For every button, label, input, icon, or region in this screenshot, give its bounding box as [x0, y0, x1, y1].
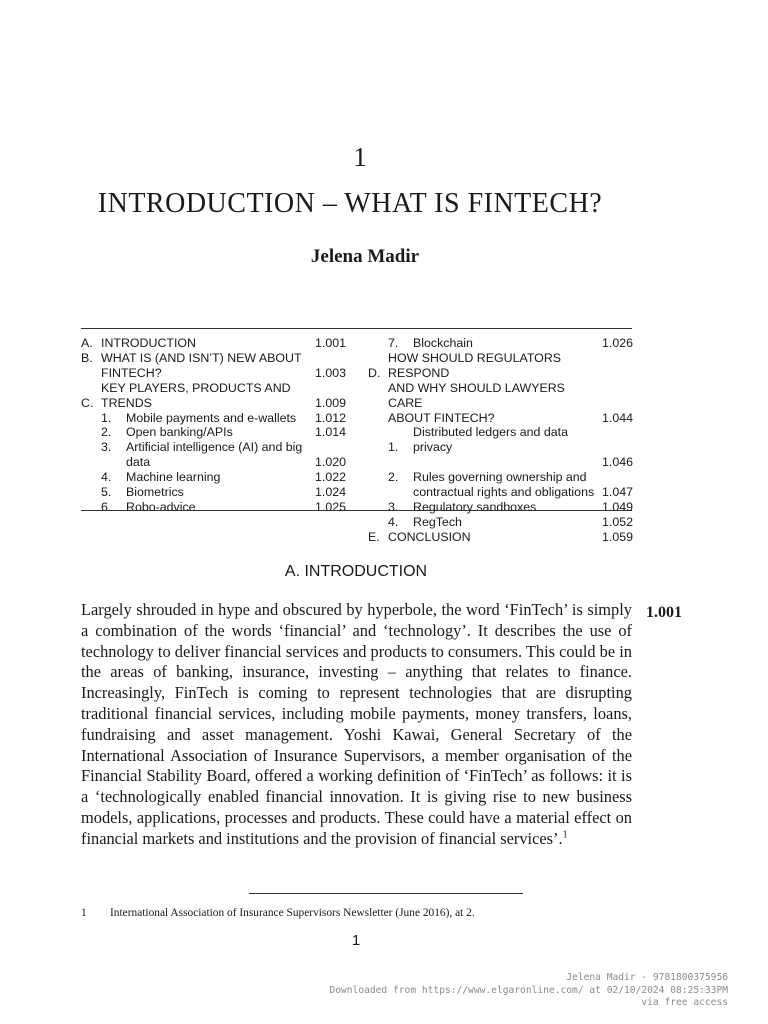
toc-left-column — [81, 336, 346, 515]
toc-top-divider — [81, 328, 632, 329]
toc-entry[interactable] — [368, 500, 633, 515]
toc-entry-ref: 1.059 — [601, 529, 633, 544]
toc-entry-text: Artificial intelligence (AI) and big — [126, 440, 303, 455]
toc-entry-ref: 1.014 — [314, 425, 346, 440]
section-heading: A. INTRODUCTION — [284, 563, 428, 580]
toc-entry-text: CONCLUSION — [388, 529, 471, 544]
toc-entry-ref: 1.022 — [314, 470, 346, 485]
toc-entry-label: D. — [368, 365, 381, 380]
footnote-text: International Association of Insurance Supervisors Newsletter (June 2016), at 2. — [110, 907, 475, 919]
toc-entry-text: Regulatory sandboxes — [413, 499, 537, 514]
toc-entry-text: data — [126, 455, 151, 470]
toc-entry-ref: 1.024 — [314, 485, 346, 500]
toc-entry-text: Open banking/APIs — [126, 425, 233, 440]
toc-entry-text: WHAT IS (AND ISN’T) NEW ABOUT — [101, 350, 302, 365]
footnote-number: 1 — [81, 907, 87, 919]
toc-right-column — [368, 336, 633, 545]
watermark-line-3: via free access — [641, 997, 728, 1009]
toc-entry-text: ABOUT FINTECH? — [388, 410, 495, 425]
toc-entry-label: 3. — [388, 499, 399, 514]
toc-entry-label: 4. — [101, 470, 112, 485]
toc-entry[interactable] — [368, 530, 633, 545]
toc-entry-label: 2. — [101, 425, 112, 440]
toc-entry-label: B. — [81, 350, 93, 365]
toc-entry-text: Robo-advice — [126, 499, 196, 514]
toc-entry-ref: 1.044 — [601, 410, 633, 425]
toc-entry-text: Rules governing ownership and — [413, 470, 587, 485]
toc-entry-ref: 1.046 — [601, 455, 633, 470]
chapter-number: 1 — [353, 142, 367, 172]
toc-entry-text: Blockchain — [413, 336, 473, 350]
footnote — [81, 907, 641, 919]
toc-entry-ref: 1.049 — [601, 499, 633, 514]
toc-entry-label: 1. — [388, 440, 399, 455]
chapter-title: INTRODUCTION – WHAT IS FINTECH? — [97, 188, 603, 219]
toc-entry[interactable] — [81, 500, 346, 515]
toc-entry-label: 1. — [101, 410, 112, 425]
toc-entry[interactable] — [368, 455, 633, 470]
toc-entry-text: INTRODUCTION — [101, 336, 196, 350]
toc-entry-label: 4. — [388, 514, 399, 529]
toc-entry-ref: 1.003 — [314, 365, 346, 380]
toc-entry-text: AND WHY SHOULD LAWYERS CARE — [388, 380, 565, 410]
footnote-divider — [249, 893, 523, 894]
toc-entry-label: 6. — [101, 499, 112, 514]
toc-entry-text: Machine learning — [126, 470, 221, 485]
page-number: 1 — [351, 932, 361, 949]
toc-entry-text: RegTech — [413, 514, 462, 529]
toc-entry[interactable] — [368, 470, 633, 485]
toc-entry-text: FINTECH? — [101, 365, 162, 380]
toc-entry[interactable] — [81, 336, 346, 351]
toc-entry-label: 7. — [388, 336, 399, 350]
download-watermark — [329, 972, 728, 1010]
paragraph-text: Largely shrouded in hype and obscured by hyperbole, the word ‘FinTech’ is simply a combination of the words ‘financial’ and ‘technology’. It describes the use of technology to deliver financial services and products to consumers. This could be in the areas of banking, insurance, investing – anything that relates to finance. Increasingly, FinTech is coming to represent technologies that are disrupting traditional financial services, including mobile payments, money transfers, loans, fundraising and asset management. Yoshi Kawai, General Secretary of the International Association of Insurance Supervisors, a member organisation of the Financial Stability Board, offered a working definition of ‘FinTech’ as follows: it is a ‘technologically enabled financial innovation. It is giving rise to new business models, applications, processes and products. These could have a material effect on financial markets and institutions and the provision of financial services’. — [81, 600, 632, 848]
toc-entry[interactable] — [81, 485, 346, 500]
toc-entry-ref: 1.009 — [314, 395, 346, 410]
toc-entry[interactable] — [368, 336, 633, 351]
toc-entry-text: Mobile payments and e-wallets — [126, 410, 297, 425]
footnote-reference[interactable]: 1 — [562, 829, 568, 841]
toc-entry-ref: 1.026 — [601, 336, 633, 350]
toc-entry-label: E. — [368, 529, 380, 544]
toc-entry-label: 2. — [388, 470, 399, 485]
toc-entry[interactable] — [368, 351, 633, 381]
toc-entry[interactable] — [81, 440, 346, 455]
toc-entry-ref: 1.052 — [601, 514, 633, 529]
toc-entry-text: contractual rights and obligations — [413, 485, 595, 500]
toc-entry[interactable] — [81, 455, 346, 470]
toc-entry[interactable] — [81, 425, 346, 440]
toc-entry-label: 5. — [101, 485, 112, 500]
toc-entry[interactable] — [81, 411, 346, 426]
toc-entry[interactable] — [368, 411, 633, 426]
toc-entry-label: A. — [81, 336, 93, 350]
toc-entry-label: C. — [81, 395, 94, 410]
paragraph-number: 1.001 — [646, 604, 682, 621]
watermark-line-2: Downloaded from https://www.elgaronline.com/ at 02/10/2024 08:25:33PM — [329, 984, 728, 996]
toc-entry-text: KEY PLAYERS, PRODUCTS AND TRENDS — [101, 380, 291, 410]
toc-entry-text: Distributed ledgers and data privacy — [413, 425, 568, 455]
chapter-author: Jelena Madir — [310, 246, 420, 267]
toc-entry[interactable] — [81, 351, 346, 366]
toc-entry-ref: 1.012 — [314, 410, 346, 425]
toc-entry-ref: 1.047 — [601, 485, 633, 500]
toc-entry[interactable] — [81, 470, 346, 485]
toc-entry[interactable] — [81, 381, 346, 411]
toc-entry[interactable] — [81, 366, 346, 381]
toc-entry[interactable] — [368, 485, 633, 500]
toc-entry[interactable] — [368, 515, 633, 530]
toc-entry-text: Biometrics — [126, 485, 184, 500]
toc-entry-ref: 1.020 — [314, 455, 346, 470]
toc-entry[interactable] — [368, 425, 633, 455]
toc-entry-ref: 1.025 — [314, 499, 346, 514]
toc-entry-text: HOW SHOULD REGULATORS RESPOND — [388, 350, 562, 380]
toc-entry-label: 3. — [101, 440, 112, 455]
toc-entry-ref: 1.001 — [314, 336, 346, 350]
body-paragraph — [81, 600, 632, 850]
toc-bottom-divider — [81, 510, 632, 511]
toc-entry[interactable] — [368, 381, 633, 411]
watermark-line-1: Jelena Madir - 9781800375956 — [566, 972, 728, 983]
